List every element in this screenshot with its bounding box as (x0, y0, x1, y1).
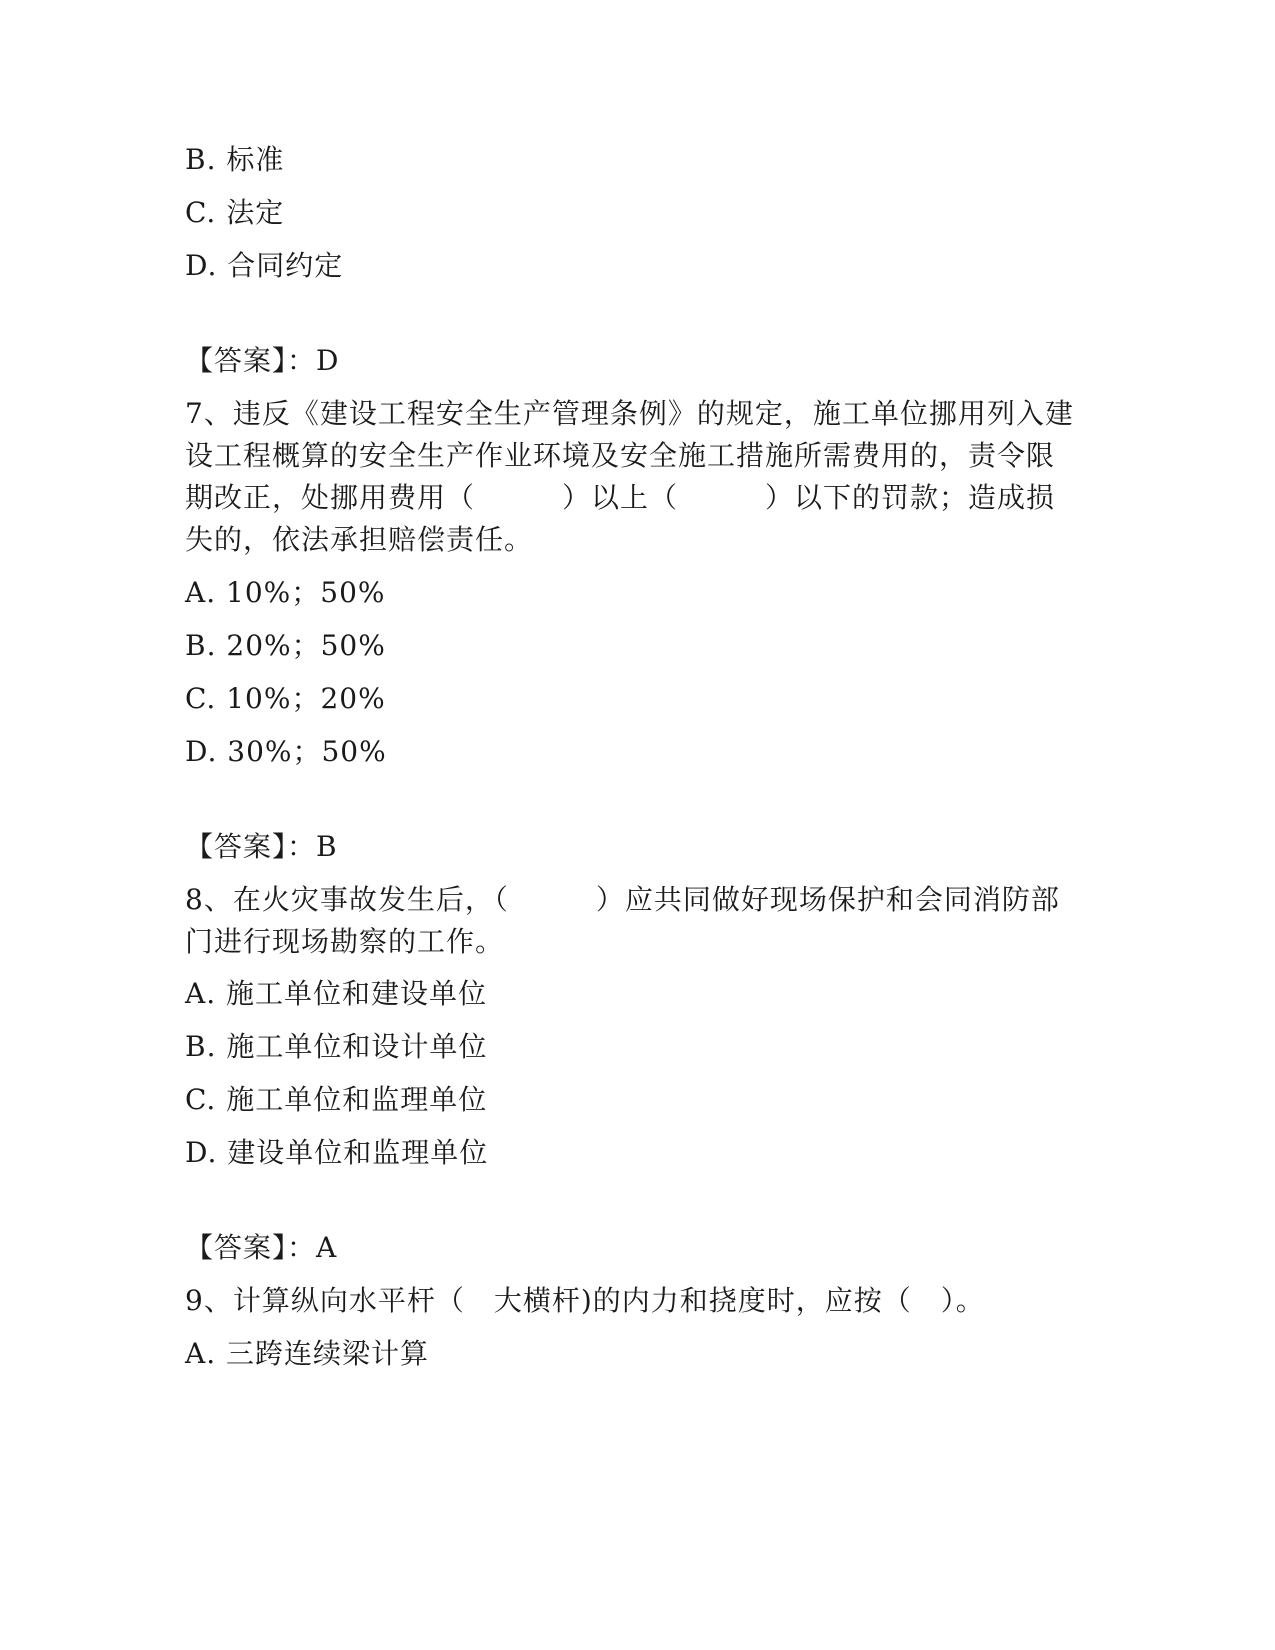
q7-stem-line-1: 7、违反《建设工程安全生产管理条例》的规定，施工单位挪用列入建 (185, 397, 1074, 430)
q8-stem-line-1: 8、在火灾事故发生后，（ ）应共同做好现场保护和会同消防部 (185, 883, 1060, 916)
q6-option-b: B. 标准 (185, 143, 285, 176)
q8-option-a: A. 施工单位和建设单位 (185, 977, 488, 1010)
q9-option-a: A. 三跨连续梁计算 (185, 1337, 430, 1370)
q9-stem-line-1: 9、计算纵向水平杆（ 大横杆)的内力和挠度时，应按（ ）。 (185, 1284, 985, 1317)
q8-option-b: B. 施工单位和设计单位 (185, 1030, 488, 1063)
q7-option-c: C. 10%；20% (185, 682, 386, 715)
q8-stem-line-2: 门进行现场勘察的工作。 (185, 925, 505, 958)
q6-option-d: D. 合同约定 (185, 249, 344, 282)
q6-option-c: C. 法定 (185, 196, 285, 229)
q7-option-b: B. 20%；50% (185, 629, 386, 662)
q7-answer: 【答案】：B (185, 830, 338, 863)
q8-option-d: D. 建设单位和监理单位 (185, 1136, 489, 1169)
q7-option-d: D. 30%；50% (185, 735, 387, 768)
q8-answer: 【答案】：A (185, 1231, 338, 1264)
q6-answer: 【答案】：D (185, 344, 340, 377)
q7-stem-line-3: 期改正，处挪用费用（ ）以上（ ）以下的罚款；造成损 (185, 481, 1056, 514)
q8-option-c: C. 施工单位和监理单位 (185, 1083, 488, 1116)
q7-option-a: A. 10%；50% (185, 576, 386, 609)
q7-stem-line-4: 失的，依法承担赔偿责任。 (185, 523, 534, 556)
q7-stem-line-2: 设工程概算的安全生产作业环境及安全施工措施所需费用的，责令限 (185, 439, 1056, 472)
